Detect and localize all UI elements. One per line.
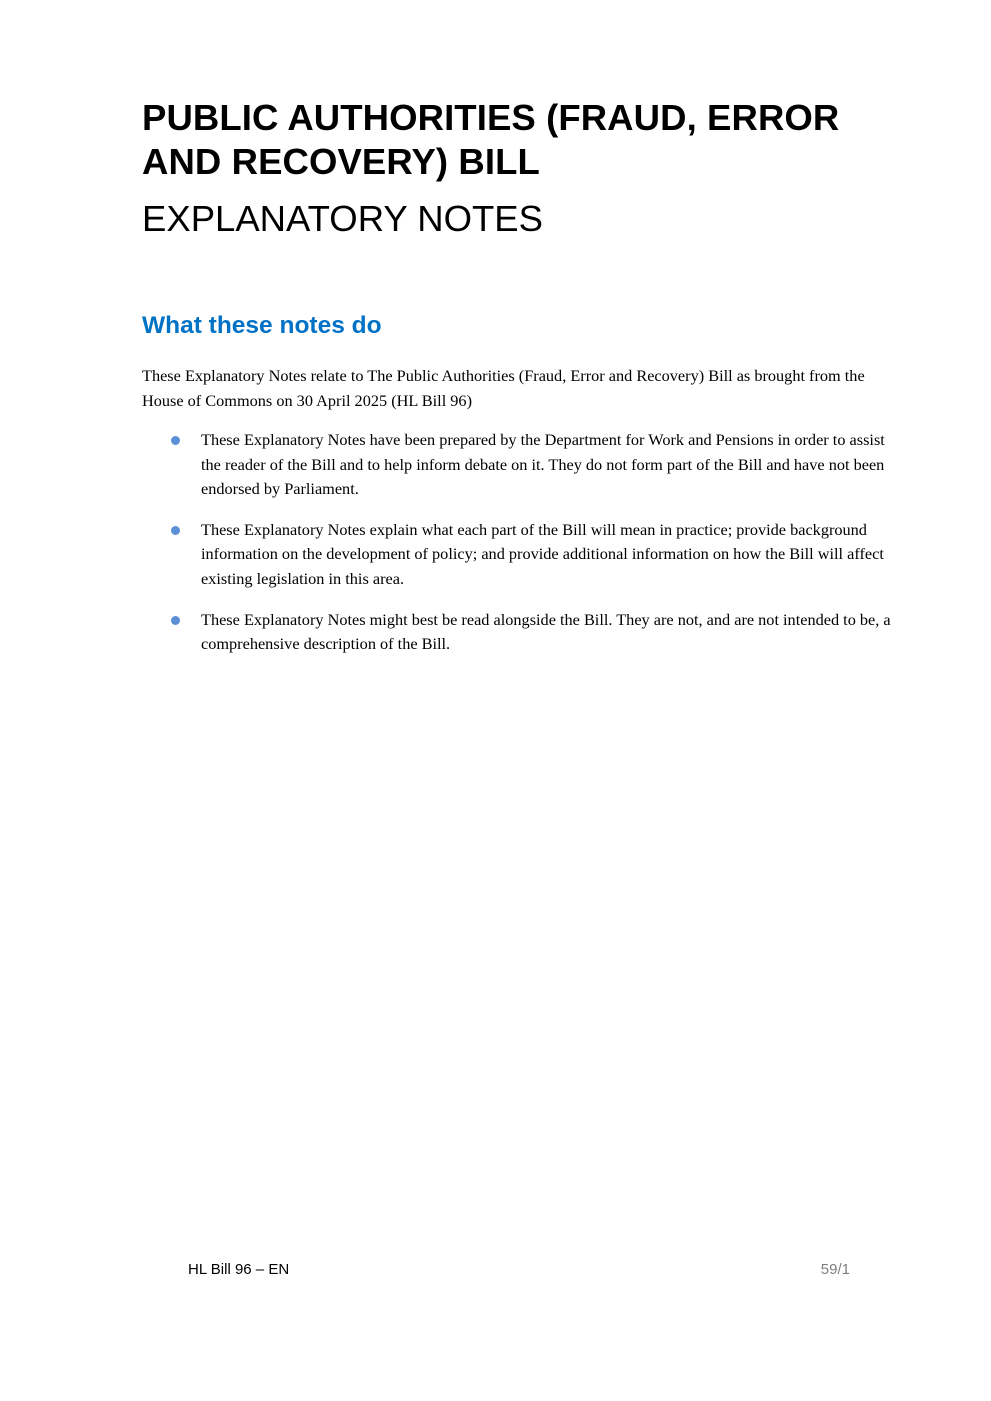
bullet-dot-icon (171, 616, 180, 625)
list-item (142, 428, 902, 502)
list-item (142, 608, 902, 657)
document-subtitle: EXPLANATORY NOTES (142, 198, 543, 239)
bullet-text: These Explanatory Notes have been prepared by the Department for Work and Pensions in order to assist the reader of the Bill and to help inform debate on it. They do not form part of the Bill and have not been endorsed by Parliament. (201, 430, 885, 499)
intro-paragraph: These Explanatory Notes relate to The Public Authorities (Fraud, Error and Recovery) Bill as brought from the House of Commons on 30 April 2025 (HL Bill 96) (142, 366, 865, 410)
bullet-dot-icon (171, 526, 180, 535)
list-item (142, 518, 902, 592)
bullet-dot-icon (171, 436, 180, 445)
footer-page-code: 59/1 (820, 1261, 850, 1278)
bullet-text: These Explanatory Notes explain what each part of the Bill will mean in practice; provide background information on the development of policy; and provide additional information on how the Bill will affect existing legislation in this area. (201, 519, 884, 588)
bill-title: PUBLIC AUTHORITIES (FRAUD, ERROR AND RECOVERY) BILL (142, 97, 840, 182)
bullet-list (142, 428, 902, 673)
section-heading: What these notes do (142, 312, 382, 339)
footer-bill-reference: HL Bill 96 – EN (188, 1261, 290, 1278)
bullet-text: These Explanatory Notes might best be read alongside the Bill. They are not, and are not intended to be, a comprehensive description of the Bill. (201, 609, 891, 654)
